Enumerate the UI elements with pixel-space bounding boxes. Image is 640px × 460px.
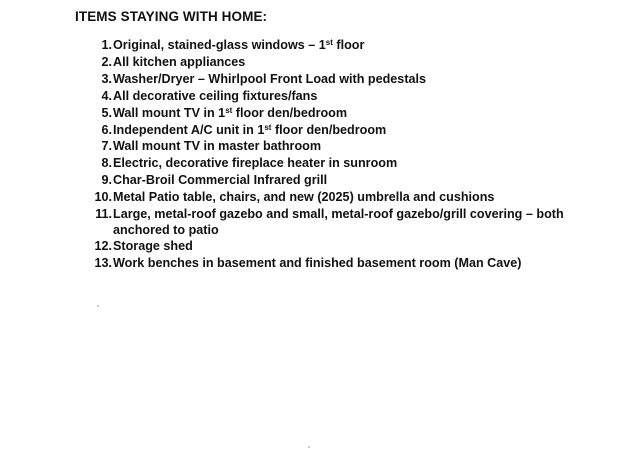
item-number: 3. — [101, 71, 112, 86]
list-item — [90, 37, 570, 54]
item-number: 10. — [94, 190, 112, 205]
scan-speck — [308, 446, 310, 448]
item-text: All decorative ceiling fixtures/fans — [113, 88, 318, 103]
list-item — [90, 238, 570, 255]
item-text: Large, metal-roof gazebo and small, metal-roof gazebo/grill covering – both anchored to patio — [113, 207, 564, 238]
list-item — [90, 71, 570, 88]
item-text: Electric, decorative fireplace heater in sunroom — [113, 156, 398, 171]
item-text: Metal Patio table, chairs, and new (2025) umbrella and cushions — [113, 190, 495, 205]
list-item — [90, 172, 570, 189]
items-heading: ITEMS STAYING WITH HOME: — [75, 9, 268, 24]
item-number: 8. — [101, 156, 112, 171]
item-number: 2. — [101, 54, 112, 69]
item-number: 9. — [101, 173, 112, 188]
list-item — [90, 206, 570, 238]
item-text: Work benches in basement and finished basement room (Man Cave) — [113, 255, 522, 270]
item-text: Original, stained-glass windows – 1st floor — [113, 38, 365, 52]
item-text: Wall mount TV in 1st floor den/bedroom — [113, 105, 348, 120]
item-number: 1. — [101, 38, 112, 52]
item-number: 13. — [94, 255, 112, 270]
list-item — [90, 255, 570, 272]
items-list — [90, 37, 570, 272]
item-number: 6. — [101, 122, 112, 137]
item-number: 12. — [94, 239, 112, 254]
item-text: Washer/Dryer – Whirlpool Front Load with pedestals — [113, 71, 427, 86]
scan-speck — [97, 305, 99, 307]
list-item — [90, 122, 570, 139]
item-text: Storage shed — [113, 239, 193, 254]
item-text: All kitchen appliances — [113, 54, 246, 69]
item-text: Wall mount TV in master bathroom — [113, 139, 322, 154]
item-number: 11. — [95, 207, 112, 222]
list-item — [90, 138, 570, 155]
list-item — [90, 189, 570, 206]
list-item — [90, 54, 570, 71]
item-number: 7. — [101, 139, 112, 154]
item-number: 4. — [101, 88, 112, 103]
item-text: Independent A/C unit in 1st floor den/bedroom — [113, 122, 387, 137]
list-item — [90, 105, 570, 122]
item-text: Char-Broil Commercial Infrared grill — [113, 173, 328, 188]
list-item — [90, 155, 570, 172]
item-number: 5. — [101, 105, 112, 120]
list-item — [90, 88, 570, 105]
